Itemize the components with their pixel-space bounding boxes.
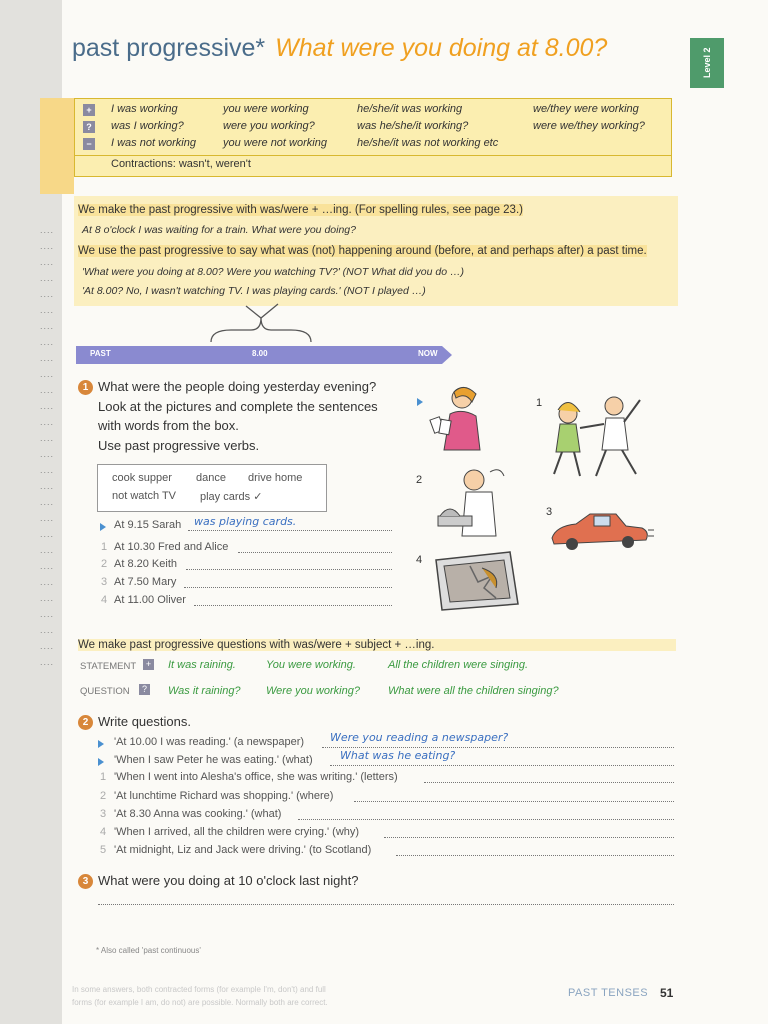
exercise2-item: 'At lunchtime Richard was shopping.' (where) bbox=[114, 790, 334, 802]
table-cell: I was working bbox=[111, 103, 178, 115]
statement-label: STATEMENT bbox=[80, 661, 137, 672]
exercise1-item: At 8.20 Keith bbox=[114, 558, 177, 570]
left-page-dots: .... .... .... .... .... .... .... .... .... .... .... .... .... .... .... .... .... .... .... .... .... .... .... .... .... .... .... .... bbox=[40, 225, 55, 667]
timeline-time: 8.00 bbox=[252, 349, 268, 358]
picture-example-arrow-icon bbox=[417, 398, 423, 406]
rule-use-example-1: 'What were you doing at 8.00? Were you watching TV?' (NOT What did you do …) bbox=[82, 266, 464, 278]
table-cell: you were not working bbox=[223, 137, 327, 149]
example-arrow-icon bbox=[100, 523, 106, 531]
exercise1-item: At 7.50 Mary bbox=[114, 576, 177, 588]
picture-label: 2 bbox=[416, 474, 423, 486]
exercise2-item: 'When I went into Alesha's office, she was writing.' (letters) bbox=[114, 771, 398, 783]
table-cell: I was not working bbox=[111, 137, 196, 149]
exercise2-item: 'At 10.00 I was reading.' (a newspaper) bbox=[114, 736, 305, 748]
contractions-note: Contractions: wasn't, weren't bbox=[111, 158, 251, 170]
table-divider bbox=[75, 155, 671, 156]
brace-graphic bbox=[206, 300, 316, 348]
handwritten-answer: was playing cards. bbox=[194, 515, 297, 528]
couple-dancing-illustration bbox=[540, 392, 650, 484]
man-cooking-illustration bbox=[430, 462, 514, 538]
bottom-note: forms (for example I am, do not) are possible. Normally both are correct. bbox=[72, 998, 328, 1007]
word-box-item: cook supper bbox=[112, 472, 172, 484]
questions-rule: We make past progressive questions with was/were + subject + …ing. bbox=[78, 639, 676, 651]
item-number: 3 bbox=[100, 808, 107, 820]
table-cell: was I working? bbox=[111, 120, 184, 132]
title-subtitle: What were you doing at 8.00? bbox=[275, 34, 608, 62]
word-box-item: play cards ✓ bbox=[200, 491, 263, 503]
question-example: Was it raining? bbox=[168, 685, 241, 697]
timeline-bar bbox=[76, 346, 442, 364]
timeline-arrow bbox=[442, 346, 452, 364]
question-example: Were you working? bbox=[266, 685, 360, 697]
statement-example: You were working. bbox=[266, 659, 356, 671]
example-arrow-icon bbox=[98, 740, 104, 748]
question-example: What were all the children singing? bbox=[388, 685, 559, 697]
table-row bbox=[75, 103, 671, 119]
answer-line[interactable] bbox=[184, 577, 392, 588]
statement-example: It was raining. bbox=[168, 659, 236, 671]
footer-section: PAST TENSES bbox=[568, 987, 649, 999]
answer-line[interactable] bbox=[194, 595, 392, 606]
exercise-number: 1 bbox=[78, 380, 93, 395]
picture-label: 4 bbox=[416, 554, 423, 566]
picture-label: 3 bbox=[546, 506, 553, 518]
exercise1-instruction: with words from the box. bbox=[98, 418, 239, 433]
question-icon: ? bbox=[139, 684, 150, 695]
question-label: QUESTION bbox=[80, 686, 130, 697]
exercise1-instruction: Look at the pictures and complete the sentences bbox=[98, 399, 378, 414]
exercise3-instruction: What were you doing at 10 o'clock last night? bbox=[98, 873, 359, 888]
plus-icon: + bbox=[143, 659, 154, 670]
handwritten-answer: Were you reading a newspaper? bbox=[330, 731, 509, 744]
item-number: 1 bbox=[101, 541, 108, 553]
question-icon: ? bbox=[83, 121, 95, 133]
exercise1-item: At 9.15 Sarah bbox=[114, 519, 182, 531]
item-number: 2 bbox=[100, 790, 107, 802]
word-box-item: drive home bbox=[248, 472, 303, 484]
exercise2-instruction: Write questions. bbox=[98, 714, 191, 729]
footnote: * Also called 'past continuous' bbox=[96, 946, 201, 955]
conjugation-table bbox=[74, 98, 672, 177]
item-number: 2 bbox=[101, 558, 108, 570]
item-number: 4 bbox=[101, 594, 108, 606]
answer-line[interactable] bbox=[98, 894, 674, 905]
table-cell: were we/they working? bbox=[533, 120, 645, 132]
answer-line[interactable] bbox=[384, 827, 674, 838]
plus-icon: + bbox=[83, 104, 95, 116]
item-number: 1 bbox=[100, 771, 107, 783]
answer-line[interactable] bbox=[186, 559, 392, 570]
woman-driving-car-illustration bbox=[546, 508, 656, 556]
item-number: 5 bbox=[100, 844, 107, 856]
rule-use: We use the past progressive to say what was (not) happening around (before, at and perhaps after) a past time. bbox=[78, 245, 647, 257]
word-box-item: not watch TV bbox=[112, 490, 176, 502]
table-cell: you were working bbox=[223, 103, 309, 115]
answer-line[interactable] bbox=[424, 772, 674, 783]
exercise1-instruction: Use past progressive verbs. bbox=[98, 438, 260, 453]
table-cell: he/she/it was working bbox=[357, 103, 463, 115]
statement-example: All the children were singing. bbox=[388, 659, 529, 671]
example-arrow-icon bbox=[98, 758, 104, 766]
exercise1-item: At 11.00 Oliver bbox=[114, 594, 186, 606]
rule-make: We make the past progressive with was/were + …ing. (For spelling rules, see page 23.) bbox=[78, 204, 523, 216]
table-cell: were you working? bbox=[223, 120, 315, 132]
minus-icon: − bbox=[83, 138, 95, 150]
word-box bbox=[97, 464, 327, 512]
table-row bbox=[75, 120, 671, 136]
rule-use-example-2: 'At 8.00? No, I wasn't watching TV. I was playing cards.' (NOT I played …) bbox=[82, 285, 426, 297]
woman-playing-cards-illustration bbox=[428, 384, 492, 452]
exercise-number: 2 bbox=[78, 715, 93, 730]
title-main: past progressive* bbox=[72, 34, 266, 62]
exercise-number: 3 bbox=[78, 874, 93, 889]
answer-line[interactable] bbox=[354, 791, 674, 802]
level-tab-label: Level 2 bbox=[702, 47, 712, 79]
exercise1-instruction: What were the people doing yesterday evening? bbox=[98, 379, 377, 394]
bottom-note: In some answers, both contracted forms (for example I'm, don't) and full bbox=[72, 985, 326, 994]
left-margin-bar bbox=[40, 98, 74, 194]
handwritten-answer: What was he eating? bbox=[340, 749, 456, 762]
exercise2-item: 'When I arrived, all the children were crying.' (why) bbox=[114, 826, 360, 838]
timeline-past: PAST bbox=[90, 349, 111, 358]
page-title bbox=[72, 34, 607, 63]
exercise1-item: At 10.30 Fred and Alice bbox=[114, 541, 229, 553]
exercise2-item: 'At 8.30 Anna was cooking.' (what) bbox=[114, 808, 282, 820]
table-cell: he/she/it was not working etc bbox=[357, 137, 499, 149]
table-cell: we/they were working bbox=[533, 103, 639, 115]
item-number: 3 bbox=[101, 576, 108, 588]
level-tab bbox=[690, 38, 724, 88]
page-number: 51 bbox=[660, 986, 674, 1000]
answer-line[interactable] bbox=[238, 542, 392, 553]
answer-line[interactable] bbox=[298, 809, 674, 820]
item-number: 4 bbox=[100, 826, 107, 838]
rule-make-example: At 8 o'clock I was waiting for a train. What were you doing? bbox=[82, 224, 356, 236]
answer-line[interactable] bbox=[396, 845, 674, 856]
picture-label: 1 bbox=[536, 397, 543, 409]
table-row bbox=[75, 137, 671, 153]
exercise2-item: 'When I saw Peter he was eating.' (what) bbox=[114, 754, 313, 766]
timeline-now: NOW bbox=[418, 349, 438, 358]
word-box-item: dance bbox=[196, 472, 226, 484]
exercise2-item: 'At midnight, Liz and Jack were driving.' (to Scotland) bbox=[114, 844, 372, 856]
broken-tv-illustration bbox=[430, 548, 524, 614]
table-cell: was he/she/it working? bbox=[357, 120, 469, 132]
